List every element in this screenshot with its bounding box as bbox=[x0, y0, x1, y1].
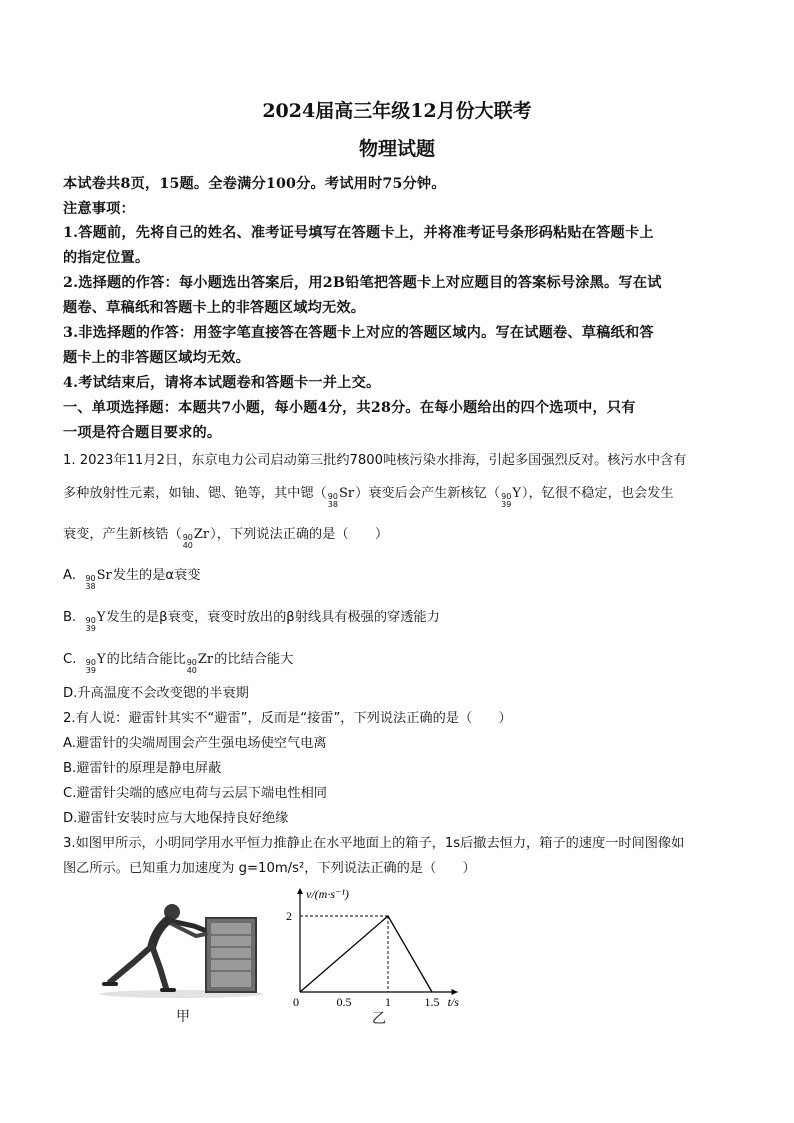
q2-option-d: D.避雷针安装时应与大地保持良好绝缘 bbox=[63, 811, 289, 826]
pushing-box-figure bbox=[96, 890, 266, 1000]
q3-stem-line-1: 3.如图甲所示，小明同学用水平恒力推静止在水平地面上的箱子，1s后撤去恒力，箱子的速度一时间图像如 bbox=[63, 836, 685, 851]
page-subtitle: 物理试题 bbox=[358, 138, 435, 160]
section-heading-line-1: 一、单项选择题：本题共7小题，每小题4分，共28分。在每小题给出的四个选项中，只有 bbox=[63, 400, 636, 416]
q1-stem-line-2: 多种放射性元素，如铀、锶、铯等，其中锶（ 90 38 Sr）衰变后会产生新核钇（ 90 39 Y），钇很不稳定，也会发生 bbox=[63, 486, 674, 509]
note-4: 4.考试结束后，请将本试题卷和答题卡一并上交。 bbox=[63, 375, 381, 391]
note-2-line-2: 题卷、草稿纸和答题卡上的非答题区域均无效。 bbox=[63, 300, 366, 316]
q1-option-a: A. 90 38 Sr发生的是α衰变 bbox=[63, 568, 201, 591]
origin-label: 0 bbox=[293, 995, 299, 1009]
nuclide-y: 90 39 Y bbox=[501, 486, 521, 509]
nuclide-zr: 90 40 Zr bbox=[182, 527, 210, 550]
x-tick-label: 1.5 bbox=[424, 995, 440, 1009]
q2-option-b: B.避雷针的原理是静电屏蔽 bbox=[63, 761, 222, 776]
y-axis-arrow bbox=[297, 888, 303, 894]
q3-stem-line-2: 图乙所示。已知重力加速度为 g=10m/s²，下列说法正确的是（ ） bbox=[63, 861, 476, 876]
note-2-line-1: 2.选择题的作答：每小题选出答案后，用2B铅笔把答题卡上对应题目的答案标号涂黑。写在试 bbox=[63, 275, 662, 291]
nuclide-sr: 90 38 Sr bbox=[327, 486, 355, 509]
x-tick-label: 1 bbox=[385, 995, 391, 1009]
q1-option-d: D.升高温度不会改变锶的半衰期 bbox=[63, 686, 249, 701]
q1-option-c: C. 90 39 Y的比结合能比 90 40 Zr的比结合能大 bbox=[63, 652, 294, 675]
figure-caption-yi: 乙 bbox=[372, 1011, 386, 1027]
exam-summary: 本试卷共8页，15题。全卷满分100分。考试用时75分钟。 bbox=[63, 176, 446, 192]
figure-caption-jia: 甲 bbox=[176, 1009, 190, 1025]
page-title: 2024届高三年级12月份大联考 bbox=[262, 100, 532, 122]
q1-stem-line-1: 1. 2023年11月2日，东京电力公司启动第三批约7800吨核污染水排海，引起多国强烈反对。核污水中含有 bbox=[63, 453, 687, 468]
note-1-line-2: 的指定位置。 bbox=[63, 250, 150, 266]
x-tick-label: 0.5 bbox=[336, 995, 352, 1009]
section-heading-line-2: 一项是符合题目要求的。 bbox=[63, 425, 222, 441]
q2-option-a: A.避雷针的尖端周围会产生强电场使空气电离 bbox=[63, 736, 327, 751]
q1-option-b: B. 90 39 Y发生的是β衰变，衰变时放出的β射线具有极强的穿透能力 bbox=[63, 610, 440, 633]
velocity-time-chart bbox=[286, 884, 478, 1009]
note-1-line-1: 1.答题前，先将自己的姓名、准考证号填写在答题卡上，并将准考证号条形码粘贴在答题卡上 bbox=[63, 225, 654, 241]
q1-stem-line-3: 衰变，产生新核锆（ 90 40 Zr），下列说法正确的是（ ） bbox=[63, 527, 389, 550]
y-axis-label: v/(m·s⁻¹) bbox=[306, 887, 349, 901]
x-axis-label: t/s bbox=[447, 995, 459, 1009]
notes-heading: 注意事项： bbox=[63, 201, 135, 217]
q2-option-c: C.避雷针尖端的感应电荷与云层下端电性相同 bbox=[63, 786, 327, 801]
y-tick-label: 2 bbox=[286, 909, 292, 923]
note-3-line-2: 题卡上的非答题区域均无效。 bbox=[63, 350, 251, 366]
note-3-line-1: 3.非选择题的作答：用签字笔直接答在答题卡上对应的答题区域内。写在试题卷、草稿纸和答 bbox=[63, 325, 654, 341]
velocity-series-line bbox=[300, 916, 432, 992]
q2-stem: 2.有人说：避雷针其实不“避雷”，反而是“接雷”，下列说法正确的是（ ） bbox=[63, 711, 512, 726]
